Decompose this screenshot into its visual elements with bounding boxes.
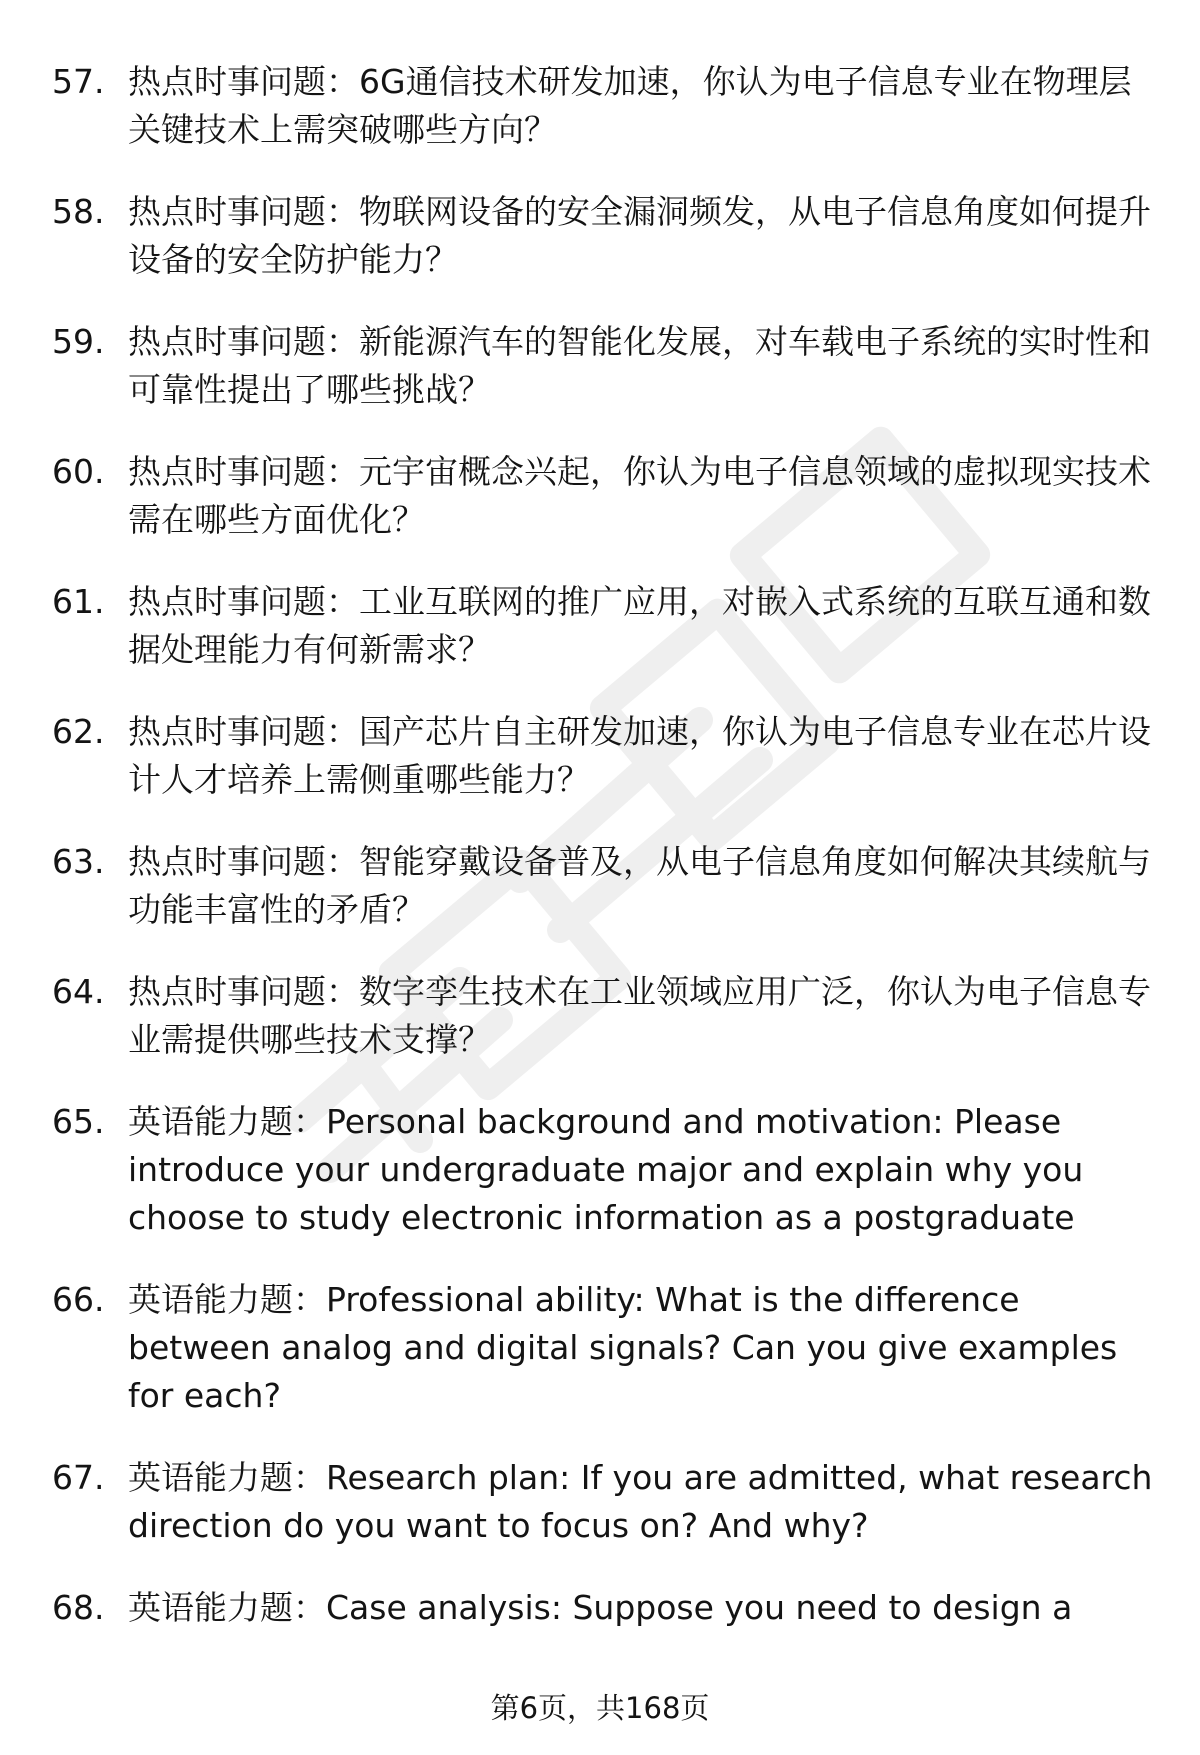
question-number: 58.: [52, 192, 105, 231]
question-text: 热点时事问题：6G通信技术研发加速，你认为电子信息专业在物理层关键技术上需突破哪些方向？: [128, 62, 1132, 149]
question-list: [52, 58, 1162, 1666]
question-number: 68.: [52, 1588, 105, 1627]
question-number: 64.: [52, 972, 105, 1011]
question-item: [52, 58, 1162, 154]
question-text: 英语能力题：Research plan: If you are admitted, what research direction do you want to focus on? And why?: [128, 1458, 1153, 1545]
question-text: 热点时事问题：数字孪生技术在工业领域应用广泛，你认为电子信息专业需提供哪些技术支撑？: [128, 972, 1151, 1059]
question-item: [52, 448, 1162, 544]
question-number: 65.: [52, 1102, 105, 1141]
question-item: [52, 1584, 1162, 1632]
question-number: 67.: [52, 1458, 105, 1497]
page-footer: 第6页，共168页: [490, 1691, 710, 1725]
question-item: [52, 578, 1162, 674]
question-number: 66.: [52, 1280, 105, 1319]
question-text: 热点时事问题：工业互联网的推广应用，对嵌入式系统的互联互通和数据处理能力有何新需求？: [128, 582, 1151, 669]
question-item: [52, 708, 1162, 804]
question-text: 热点时事问题：物联网设备的安全漏洞频发，从电子信息角度如何提升设备的安全防护能力？: [128, 192, 1151, 279]
question-item: [52, 188, 1162, 284]
question-number: 62.: [52, 712, 105, 751]
question-text: 英语能力题：Personal background and motivation: Please introduce your undergraduate major and explain why you choose to study electronic information as a postgraduate: [128, 1102, 1084, 1237]
question-item: [52, 838, 1162, 934]
question-text: 英语能力题：Professional ability: What is the difference between analog and digital signals? Can you give examples for each?: [128, 1280, 1118, 1415]
question-item: [52, 968, 1162, 1064]
question-item: [52, 1454, 1162, 1550]
question-text: 热点时事问题：国产芯片自主研发加速，你认为电子信息专业在芯片设计人才培养上需侧重哪些能力？: [128, 712, 1151, 799]
question-number: 59.: [52, 322, 105, 361]
question-number: 63.: [52, 842, 105, 881]
question-number: 61.: [52, 582, 105, 621]
question-text: 热点时事问题：元宇宙概念兴起，你认为电子信息领域的虚拟现实技术需在哪些方面优化？: [128, 452, 1151, 539]
question-text: 热点时事问题：智能穿戴设备普及，从电子信息角度如何解决其续航与功能丰富性的矛盾？: [128, 842, 1151, 929]
question-number: 57.: [52, 62, 105, 101]
question-text: 热点时事问题：新能源汽车的智能化发展，对车载电子系统的实时性和可靠性提出了哪些挑战？: [128, 322, 1151, 409]
question-text: 英语能力题：Case analysis: Suppose you need to design a: [128, 1588, 1073, 1627]
question-item: [52, 1098, 1162, 1242]
question-number: 60.: [52, 452, 105, 491]
question-item: [52, 318, 1162, 414]
question-item: [52, 1276, 1162, 1420]
